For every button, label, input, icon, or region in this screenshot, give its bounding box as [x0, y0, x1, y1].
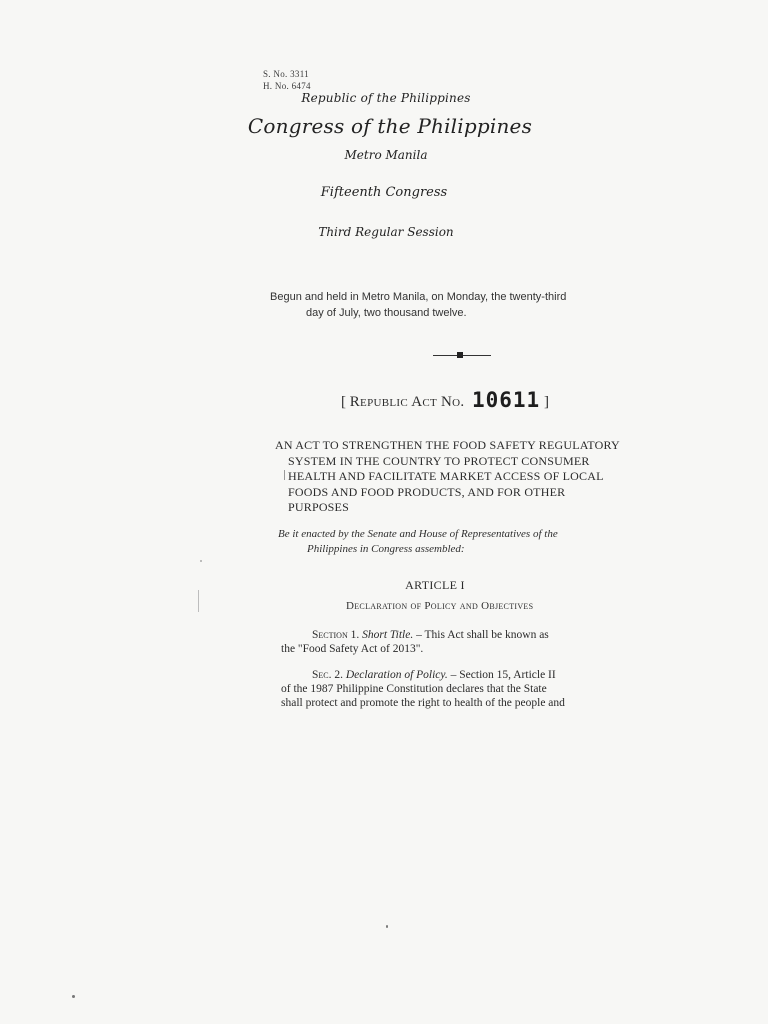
section-1-title: Short Title. — [362, 629, 414, 641]
enacting-line-1: Be it enacted by the Senate and House of Representatives of the — [278, 528, 558, 540]
scan-speck — [284, 470, 285, 480]
bracket-open: [ — [341, 394, 350, 410]
section-2-text-2: of the 1987 Philippine Constitution declares that the State — [281, 683, 547, 695]
congress-heading: Congress of the Philippines — [247, 114, 533, 138]
act-title — [275, 438, 675, 516]
bill-numbers — [263, 68, 311, 92]
section-2-title: Declaration of Policy. — [345, 669, 448, 681]
enacting-line-2: Philippines in Congress assembled: — [307, 543, 465, 555]
republic-act-number — [341, 388, 549, 412]
section-2-text-3: shall protect and promote the right to health of the people and — [281, 697, 565, 709]
begun-line-1: Begun and held in Metro Manila, on Monday, the twenty-third — [270, 291, 567, 303]
act-title-line-4: FOODS AND FOOD PRODUCTS, AND FOR OTHER — [288, 484, 566, 499]
article-title: Declaration of Policy and Objectives — [346, 600, 534, 612]
republic-act-label: Republic Act No. — [349, 394, 465, 410]
section-2-line-1 — [281, 668, 666, 682]
section-1-paragraph — [281, 628, 666, 656]
act-title-line-5: PURPOSES — [288, 500, 349, 514]
section-2-text-1: – Section 15, Article II — [447, 669, 556, 681]
act-title-line-3: HEALTH AND FACILITATE MARKET ACCESS OF LOCAL — [288, 469, 604, 483]
regular-session-heading: Third Regular Session — [318, 225, 454, 239]
house-bill-number: H. No. 6474 — [263, 81, 311, 91]
senate-bill-number: S. No. 3311 — [263, 69, 309, 79]
begun-line-2: day of July, two thousand twelve. — [306, 307, 467, 319]
begun-statement — [270, 289, 670, 321]
scan-margin-mark — [198, 590, 199, 612]
act-number: 10611 — [471, 388, 541, 412]
republic-heading: Republic of the Philippines — [301, 91, 471, 105]
metro-manila-heading: Metro Manila — [344, 148, 428, 162]
divider-ornament — [457, 352, 463, 358]
enacting-clause — [278, 527, 678, 557]
section-1-line-1 — [281, 628, 666, 642]
scan-speck — [200, 560, 202, 562]
section-1-label: Section 1. — [312, 629, 360, 641]
section-1-text-1: – This Act shall be known as — [413, 629, 549, 641]
fifteenth-congress-heading: Fifteenth Congress — [320, 185, 448, 200]
article-heading: ARTICLE I — [405, 578, 465, 592]
act-title-line-1: AN ACT TO STRENGTHEN THE FOOD SAFETY REGULATORY — [275, 438, 620, 452]
scan-speck — [72, 995, 75, 998]
act-title-line-2: SYSTEM IN THE COUNTRY TO PROTECT CONSUMER — [288, 453, 590, 468]
bracket-close: ] — [540, 394, 549, 410]
section-2-paragraph — [281, 668, 666, 710]
scan-speck — [386, 925, 388, 928]
section-2-label: Sec. 2. — [312, 669, 343, 681]
section-1-text-2: the "Food Safety Act of 2013". — [281, 643, 424, 655]
